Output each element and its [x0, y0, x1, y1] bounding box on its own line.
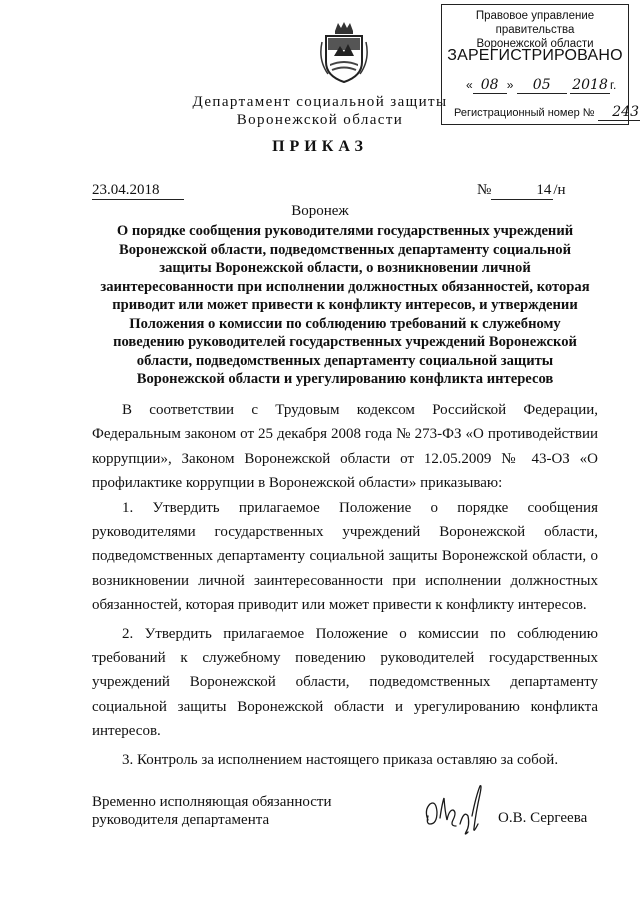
- preamble-paragraph: В соответствии с Трудовым кодексом Российской Федерации, Федеральным законом от 25 декабря 2008 года № 273-ФЗ «О противодействии коррупции», Законом Воронежской области от 12.05.2009 № 43-ОЗ «О профилактике коррупции в Воронежской области» приказываю:: [92, 402, 598, 492]
- stamp-organization: [442, 9, 628, 51]
- item-2-paragraph: 2. Утвердить прилагаемое Положение о комиссии по соблюдению требований к служебному поведению руководителей государственных учреждений Воронежской области, подведомственных департаменту социальной защиты Воронежской области и урегулированию конфликта интересов.: [92, 625, 598, 740]
- stamp-year-suffix: г.: [610, 78, 617, 92]
- stamp-org-line2: Воронежской области: [476, 38, 594, 50]
- date-underline: [92, 199, 184, 200]
- number-suffix: /н: [553, 182, 566, 198]
- coat-of-arms-icon: [318, 20, 370, 86]
- signatory-title: [92, 793, 332, 829]
- stamp-date-day: 08: [473, 77, 507, 94]
- signatory-title-line1: Временно исполняющая обязанности: [92, 794, 332, 810]
- order-number: [477, 182, 566, 200]
- number-value: 14: [491, 182, 553, 200]
- document-type: ПРИКАЗ: [272, 138, 368, 155]
- handwritten-signature-icon: [420, 780, 500, 840]
- stamp-registered-label: ЗАРЕГИСТРИРОВАНО: [447, 47, 623, 64]
- item-1-paragraph: 1. Утвердить прилагаемое Положение о порядке сообщения руководителями государственных учреждений Воронежской области, подведомственных департаменту социальной защиты Воронежской области, о возникновении личной заинтересованности при исполнении должностных обязанностей, которая приводит или может привести к конфликту интересов.: [92, 499, 598, 614]
- department-name-line2: Воронежской области: [236, 112, 404, 128]
- stamp-org-line1: Правовое управление правительства: [475, 10, 595, 36]
- department-name-line1: Департамент социальной защиты: [192, 94, 448, 110]
- stamp-reg-label: Регистрационный номер №: [454, 107, 595, 119]
- stamp-reg-number: 243: [598, 104, 640, 121]
- signatory-name: О.В. Сергеева: [498, 810, 588, 826]
- stamp-date-year: 2018: [570, 77, 610, 94]
- stamp-date-month: 05: [517, 77, 567, 94]
- number-label: №: [477, 182, 492, 198]
- item-3-paragraph: 3. Контроль за исполнением настоящего приказа оставляю за собой.: [122, 751, 559, 768]
- stamp-date: « 08 » 05 2018 г.: [466, 77, 617, 93]
- city: Воронеж: [291, 203, 349, 219]
- signatory-title-line2: руководителя департамента: [92, 812, 270, 828]
- order-date: 23.04.2018: [92, 182, 160, 198]
- order-heading: О порядке сообщения руководителями государственных учреждений Воронежской области, подведомственных департаменту социальной защиты Воронежской области, о возникновении личной заинтересованности при исполнении должностных обязанностей, которая приводит или может привести к конфликту интересов, и утверждении Положения о комиссии по соблюдению требований к служебному поведению руководителей государственных учреждений Воронежской области, подведомственных департаменту социальной защиты Воронежской области и урегулированию конфликта интересов: [100, 223, 590, 387]
- order-body: [92, 398, 598, 772]
